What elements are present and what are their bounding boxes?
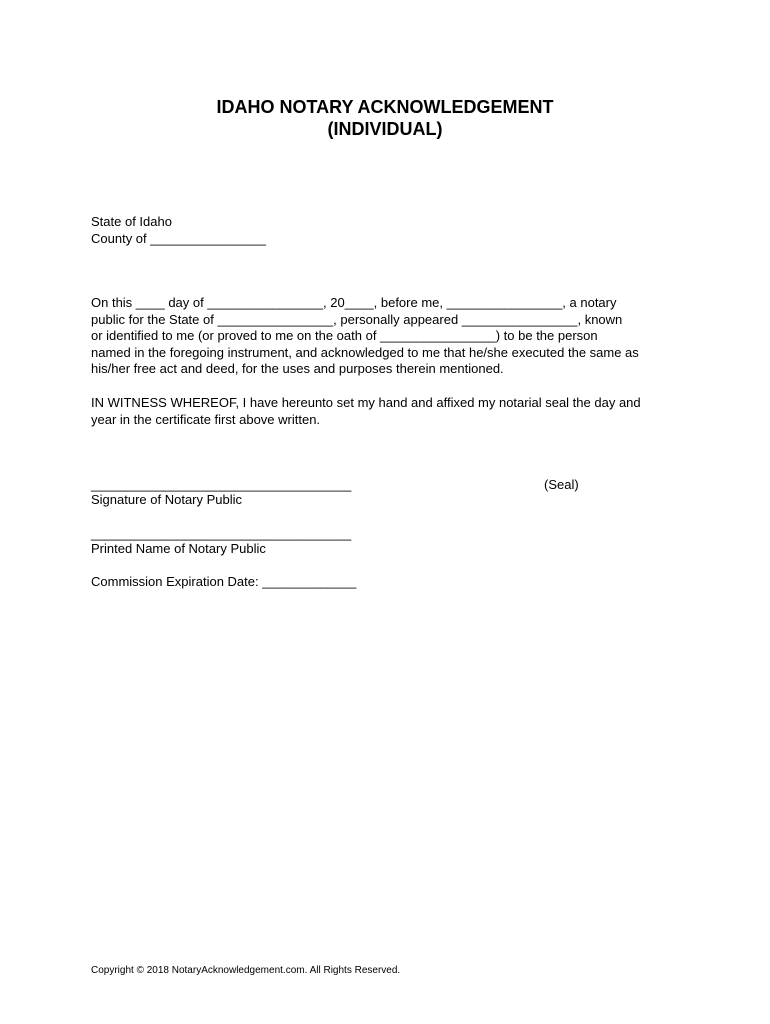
acknowledgement-line: On this ____ day of ________________, 20____, before me, ________________, a notary (91, 295, 617, 310)
witness-line: IN WITNESS WHEREOF, I have hereunto set my hand and affixed my notarial seal the day and (91, 395, 641, 410)
copyright-footer: Copyright © 2018 NotaryAcknowledgement.com. All Rights Reserved. (91, 965, 401, 976)
venue-state: State of Idaho (91, 214, 172, 229)
acknowledgement-line: named in the foregoing instrument, and acknowledged to me that he/she executed the same as (91, 344, 639, 360)
printed-name-label: Printed Name of Notary Public (91, 541, 266, 556)
printed-name-line: ____________________________________ (91, 526, 352, 541)
acknowledgement-line: public for the State of ________________, personally appeared ________________, known (91, 311, 623, 327)
seal-label: (Seal) (544, 477, 579, 492)
witness-line: year in the certificate first above written. (91, 411, 321, 427)
signature-line: ____________________________________ (91, 477, 352, 492)
document-title: IDAHO NOTARY ACKNOWLEDGEMENT (216, 97, 554, 117)
acknowledgement-line: or identified to me (or proved to me on the oath of ________________) to be the person (91, 328, 598, 344)
acknowledgement-paragraph (91, 295, 691, 378)
commission-expiration: Commission Expiration Date: _____________ (91, 574, 357, 589)
acknowledgement-line: his/her free act and deed, for the uses and purposes therein mentioned. (91, 361, 504, 377)
witness-paragraph (91, 395, 691, 428)
signature-label: Signature of Notary Public (91, 492, 243, 507)
venue-county: County of ________________ (91, 231, 266, 246)
document-subtitle: (INDIVIDUAL) (327, 119, 443, 139)
